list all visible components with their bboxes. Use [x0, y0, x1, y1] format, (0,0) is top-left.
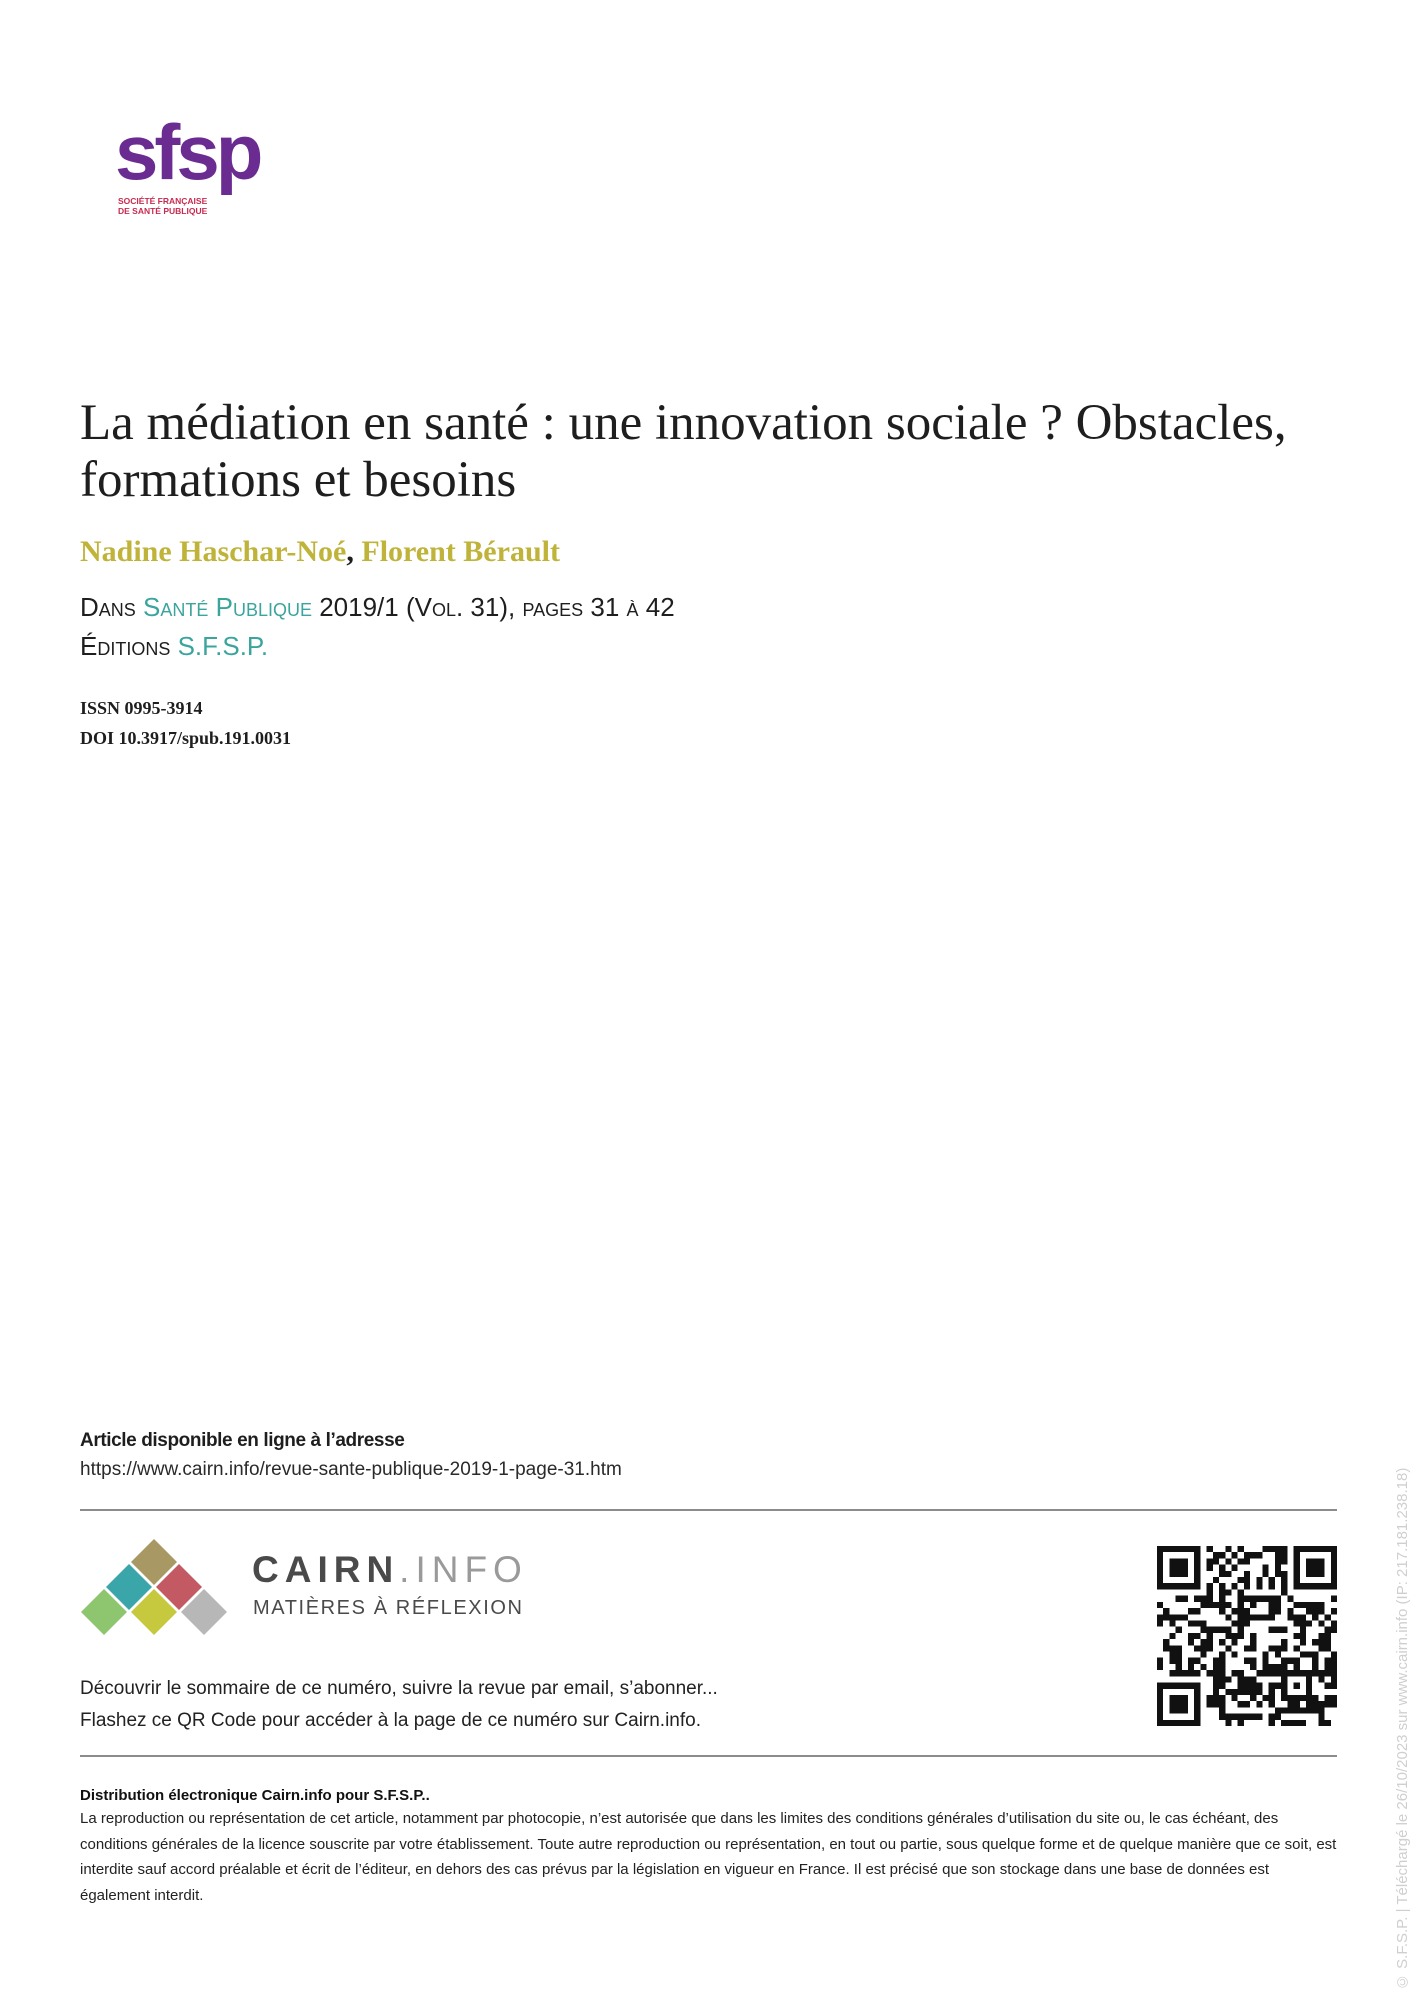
- qr-code-icon: [1157, 1546, 1337, 1726]
- publisher-link[interactable]: S.F.S.P.: [177, 631, 269, 661]
- cairn-wordmark: [252, 1550, 528, 1590]
- publisher-line: [80, 627, 675, 666]
- distribution-title: Distribution électronique Cairn.info pour S.F.S.P..: [80, 1787, 430, 1804]
- promo-text: [80, 1673, 718, 1737]
- sfsp-logo-caption: [118, 196, 207, 216]
- author-separator: ,: [346, 535, 354, 568]
- doi: DOI 10.3917/spub.191.0031: [80, 728, 292, 748]
- qr-code-modules: [1157, 1546, 1337, 1726]
- cairn-wordmark-suffix: .INFO: [399, 1549, 528, 1590]
- publication-line: [80, 588, 675, 627]
- sfsp-logo: sfsp: [115, 108, 260, 196]
- publication-prefix: Dans: [80, 592, 136, 622]
- online-label: Article disponible en ligne à l’adresse: [80, 1430, 405, 1451]
- identifiers: [80, 693, 291, 753]
- author-link-2[interactable]: Florent Bérault: [361, 535, 560, 568]
- distribution-notice: La reproduction ou représentation de cet article, notamment par photocopie, n’est autorisée que dans les limites des conditions générales d’utilisation du site ou, le cas échéant, des conditions générales de la licence souscrite par votre établissement. Toute autre reproduction ou représentation, en tout ou partie, sous quelque forme et de quelque manière que ce soit, est interdite sauf accord préalable et écrit de l’éditeur, en dehors des cas prévus par la législation en vigueur en France. Il est précisé que son stockage dans une base de données est également interdit.: [80, 1810, 1337, 1904]
- cairn-tagline: MATIÈRES À RÉFLEXION: [253, 1597, 524, 1619]
- sfsp-caption-line-1: SOCIÉTÉ FRANÇAISE: [118, 196, 208, 206]
- author-link-1[interactable]: Nadine Haschar-Noé: [80, 535, 347, 568]
- article-url-link[interactable]: https://www.cairn.info/revue-sante-publique-2019-1-page-31.htm: [80, 1459, 622, 1480]
- online-address: [80, 1426, 622, 1484]
- sfsp-caption-line-2: DE SANTÉ PUBLIQUE: [118, 206, 208, 216]
- article-title: La médiation en santé : une innovation sociale ? Obstacles, formations et besoins: [80, 395, 1287, 508]
- pages-label: , pages 31 à 42: [508, 592, 675, 622]
- issn: ISSN 0995-3914: [80, 698, 203, 718]
- issue-label: 2019/1 (Vol. 31): [319, 592, 508, 622]
- journal-link[interactable]: Santé Publique: [143, 592, 312, 622]
- cairn-wordmark-main: CAIRN: [252, 1549, 400, 1590]
- authors: [80, 534, 560, 570]
- publication-info: [80, 588, 675, 666]
- promo-line-1: Découvrir le sommaire de ce numéro, suivre la revue par email, s’abonner...: [80, 1678, 718, 1699]
- cairn-logo-mark: [78, 1538, 230, 1638]
- promo-line-2: Flashez ce QR Code pour accéder à la page de ce numéro sur Cairn.info.: [80, 1710, 701, 1731]
- download-watermark: © S.F.S.P. | Téléchargé le 26/10/2023 sur www.cairn.info (IP: 217.181.238.18): [1394, 1467, 1411, 1990]
- divider-top: [80, 1509, 1337, 1511]
- divider-bottom: [80, 1755, 1337, 1757]
- publisher-prefix: Éditions: [80, 631, 171, 661]
